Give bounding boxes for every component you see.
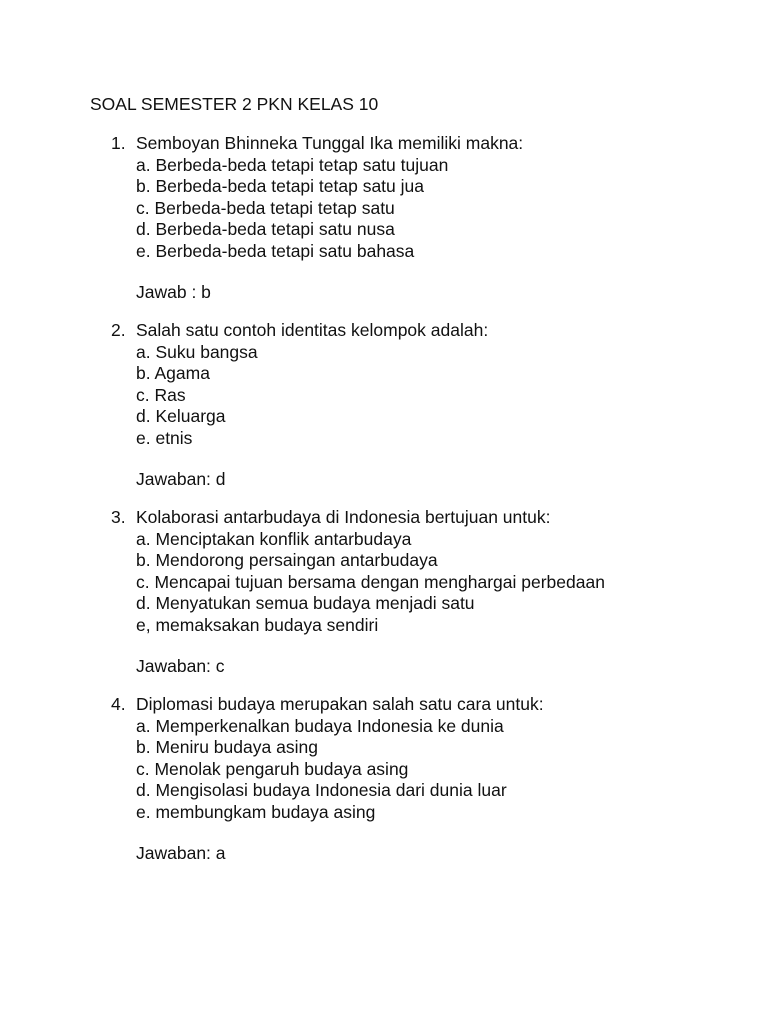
option-d: d. Keluarga xyxy=(136,406,226,426)
question-prompt: Kolaborasi antarbudaya di Indonesia bertujuan untuk: xyxy=(136,507,551,527)
option-e: e. Berbeda-beda tetapi satu bahasa xyxy=(136,240,415,261)
option-d: d. Mengisolasi budaya Indonesia dari dunia luar xyxy=(136,780,507,800)
answer-key: Jawaban: d xyxy=(136,468,226,489)
option-b: b. Berbeda-beda tetapi tetap satu jua xyxy=(136,176,424,196)
option-b: b. Mendorong persaingan antarbudaya xyxy=(136,550,438,570)
option-e: e. membungkam budaya asing xyxy=(136,801,376,822)
option-c: c. Ras xyxy=(136,384,186,405)
option-d: d. Berbeda-beda tetapi satu nusa xyxy=(136,219,395,239)
option-d: d. Menyatukan semua budaya menjadi satu xyxy=(136,593,475,613)
answer-key: Jawaban: c xyxy=(136,655,225,676)
question-prompt: Semboyan Bhinneka Tunggal Ika memiliki makna: xyxy=(136,133,524,153)
option-b: b. Agama xyxy=(136,363,210,383)
option-a: a. Memperkenalkan budaya Indonesia ke dunia xyxy=(136,715,504,736)
question-number: 1. xyxy=(111,133,126,153)
option-b: b. Meniru budaya asing xyxy=(136,737,318,757)
option-a: a. Berbeda-beda tetapi tetap satu tujuan xyxy=(136,154,449,175)
option-e: e, memaksakan budaya sendiri xyxy=(136,614,379,635)
answer-key: Jawab : b xyxy=(136,281,211,302)
option-a: a. Suku bangsa xyxy=(136,341,258,362)
answer-key: Jawaban: a xyxy=(136,842,226,863)
question-number: 3. xyxy=(111,507,126,527)
question-body xyxy=(136,133,768,303)
option-e: e. etnis xyxy=(136,427,193,448)
option-a: a. Menciptakan konflik antarbudaya xyxy=(136,528,412,549)
question-prompt: Salah satu contoh identitas kelompok adalah: xyxy=(136,320,489,340)
question-number: 2. xyxy=(111,320,126,340)
question-number: 4. xyxy=(111,694,126,714)
option-c: c. Menolak pengaruh budaya asing xyxy=(136,758,409,779)
question-prompt: Diplomasi budaya merupakan salah satu cara untuk: xyxy=(136,694,544,714)
question-body xyxy=(136,694,768,864)
question-body xyxy=(136,320,768,490)
document-title: SOAL SEMESTER 2 PKN KELAS 10 xyxy=(90,94,379,114)
option-c: c. Berbeda-beda tetapi tetap satu xyxy=(136,197,395,218)
option-c: c. Mencapai tujuan bersama dengan menghargai perbedaan xyxy=(136,571,605,592)
question-body xyxy=(136,507,768,677)
